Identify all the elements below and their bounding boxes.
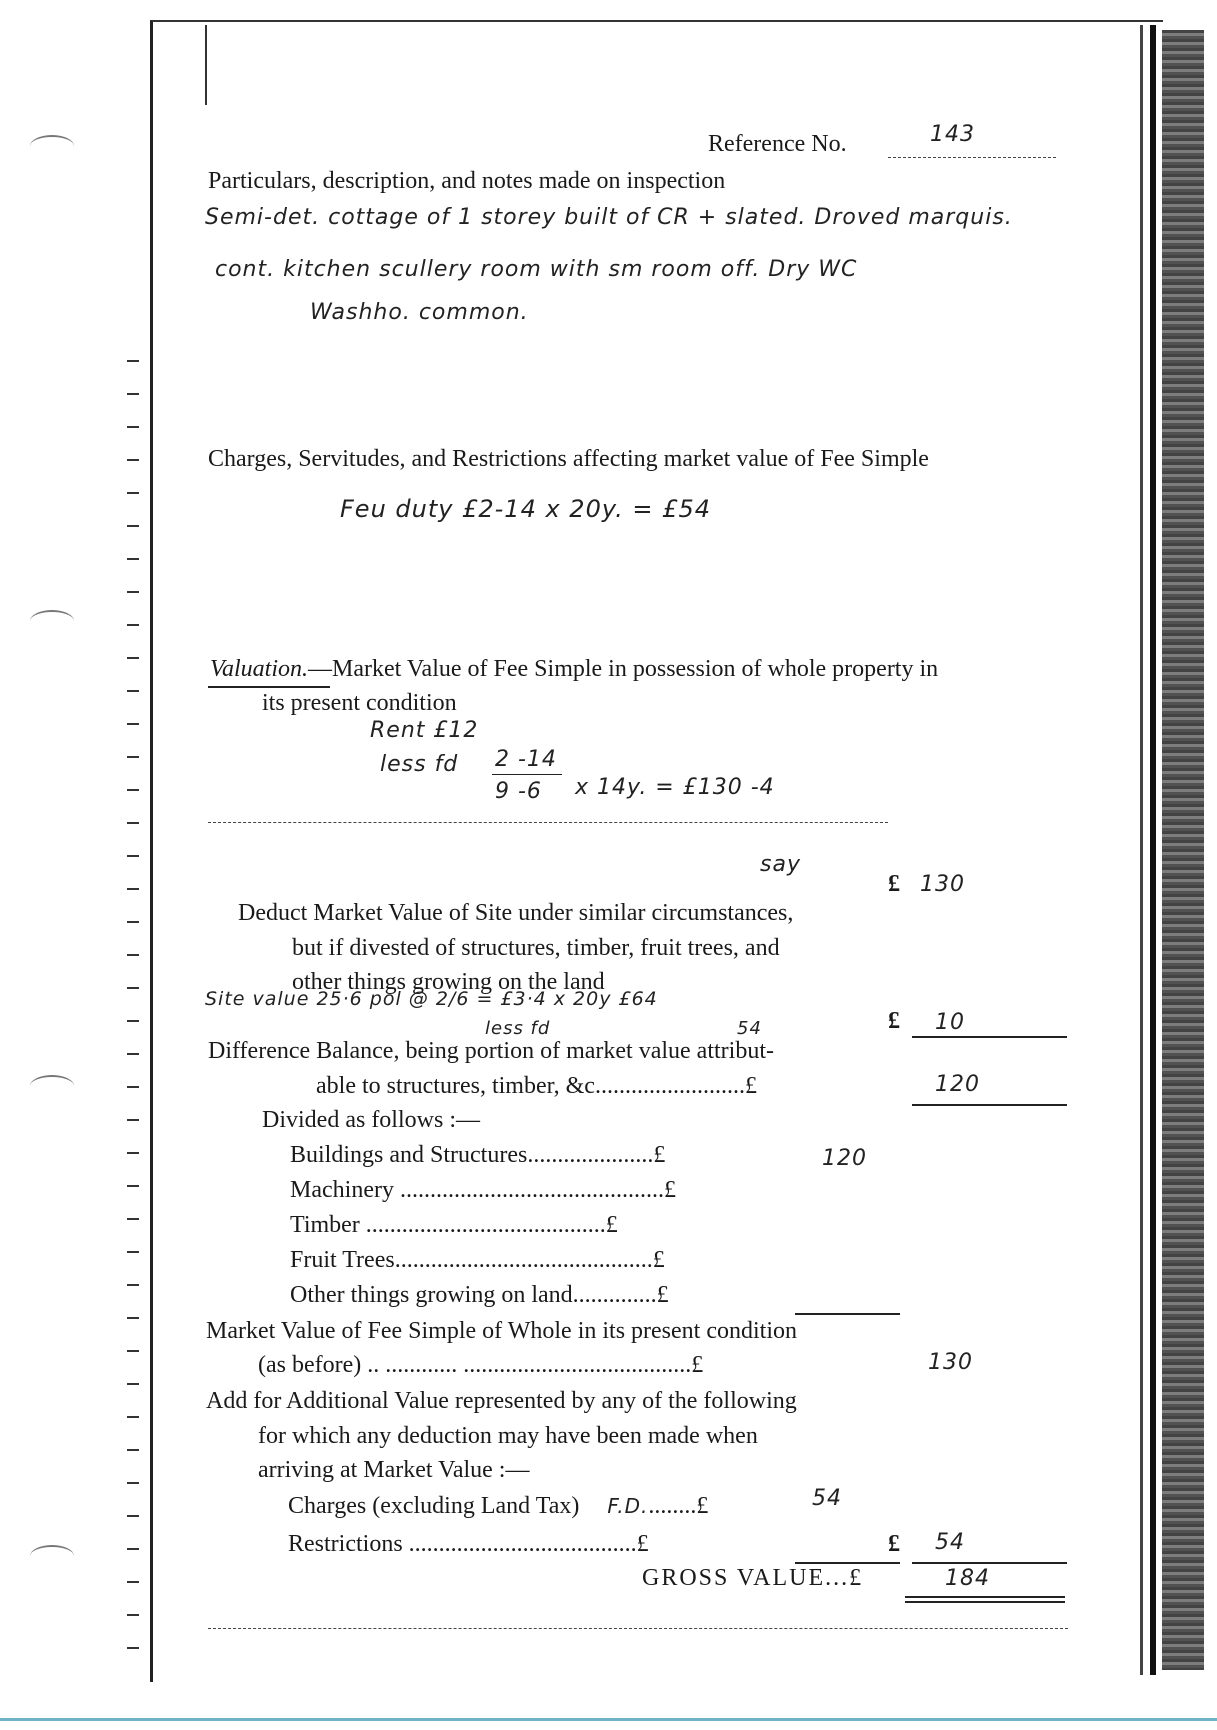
gross-label: GROSS VALUE...£ [642, 1565, 864, 1591]
charges-row: Charges (excluding Land Tax) F.D.........£ [288, 1493, 709, 1519]
punch-hole [30, 1075, 74, 1097]
margin-rule [205, 25, 207, 105]
additional-label-2: for which any deduction may have been made when [258, 1423, 758, 1449]
divided-item: Buildings and Structures.....................£ [290, 1142, 666, 1168]
less-fd-note: less fd [380, 752, 459, 777]
fraction-bottom: 9 -6 [495, 779, 542, 804]
less-fd-note: less fd [485, 1018, 551, 1039]
scan-edge [0, 1718, 1217, 1721]
pound-sign: £ [888, 1008, 900, 1034]
divider [208, 822, 888, 823]
total-rule [912, 1562, 1067, 1564]
deduct-label: Deduct Market Value of Site under similar circumstances, [238, 900, 794, 926]
divided-item: Fruit Trees...........................................£ [290, 1247, 665, 1273]
punch-hole [30, 1545, 74, 1567]
divided-item: Machinery ............................................£ [290, 1177, 676, 1203]
valuation-label-2: its present condition [262, 690, 457, 716]
market-whole-label: Market Value of Fee Simple of Whole in its present condition [206, 1318, 797, 1344]
divided-item: Other things growing on land..............£ [290, 1282, 669, 1308]
pound-sign: £ [888, 1531, 900, 1557]
subtotal-rule [795, 1313, 900, 1315]
charges-note: Feu duty £2-14 x 20y. = £54 [340, 495, 711, 523]
valuation-calc: x 14y. = £130 -4 [575, 775, 775, 800]
site-value-note: Site value 25·6 pol @ 2/6 = £3·4 x 20y £64 [205, 988, 658, 1010]
buildings-value: 120 [822, 1146, 867, 1171]
market-whole-value: 130 [928, 1350, 973, 1375]
difference-label: Difference Balance, being portion of market value attribut- [208, 1038, 774, 1064]
margin-ticks [127, 360, 139, 1670]
gross-rule [905, 1601, 1065, 1603]
total-rule [912, 1036, 1067, 1038]
pound-sign: £ [888, 871, 900, 897]
divided-item: Timber ........................................£ [290, 1212, 618, 1238]
additional-label-3: arriving at Market Value :— [258, 1457, 530, 1483]
market-whole-label-2: (as before) .. ............ ......................................£ [258, 1352, 704, 1378]
punch-hole [30, 610, 74, 632]
deduct-label-3: other things growing on the land [292, 969, 605, 995]
charges-fd-value: 54 [812, 1486, 842, 1511]
deduct-label-2: but if divested of structures, timber, fruit trees, and [292, 935, 780, 961]
site-deduct-value: 10 [935, 1010, 965, 1035]
punch-hole [30, 135, 74, 157]
reference-label: Reference No. [708, 131, 847, 157]
fraction-top: 2 -14 [495, 747, 557, 772]
reference-underline [888, 157, 1056, 158]
reference-value: 143 [930, 122, 975, 147]
additional-total-value: 54 [935, 1530, 965, 1555]
restrictions-row: Restrictions ......................................£ [288, 1531, 649, 1557]
gross-value: 184 [945, 1566, 990, 1591]
valuation-value: 130 [920, 872, 965, 897]
divided-label: Divided as follows :— [262, 1107, 480, 1133]
valuation-label: Valuation.—Market Value of Fee Simple in possession of whole property in [210, 656, 939, 682]
total-rule [912, 1104, 1067, 1106]
binding-edge [1140, 25, 1143, 1675]
divider [208, 1628, 1068, 1629]
gross-rule [905, 1596, 1065, 1598]
say-note: say [760, 852, 801, 877]
valuation-underline [208, 686, 330, 688]
difference-value: 120 [935, 1072, 980, 1097]
particulars-notes: cont. kitchen scullery room with sm room off. Dry WC [215, 257, 858, 282]
binding-edge [1150, 25, 1156, 1675]
less-value: 54 [737, 1018, 762, 1039]
particulars-label: Particulars, description, and notes made on inspection [208, 168, 726, 194]
additional-label: Add for Additional Value represented by any of the following [206, 1388, 797, 1414]
particulars-notes: Semi-det. cottage of 1 storey built of CR + slated. Droved marquis. [205, 205, 1013, 230]
binding-stack [1162, 30, 1204, 1670]
charges-label: Charges, Servitudes, and Restrictions affecting market value of Fee Simple [208, 446, 929, 472]
fraction-line [492, 774, 562, 775]
difference-label-2: able to structures, timber, &c.........................£ [316, 1073, 757, 1099]
rent-note: Rent £12 [370, 718, 479, 743]
particulars-notes: Washho. common. [310, 300, 529, 325]
